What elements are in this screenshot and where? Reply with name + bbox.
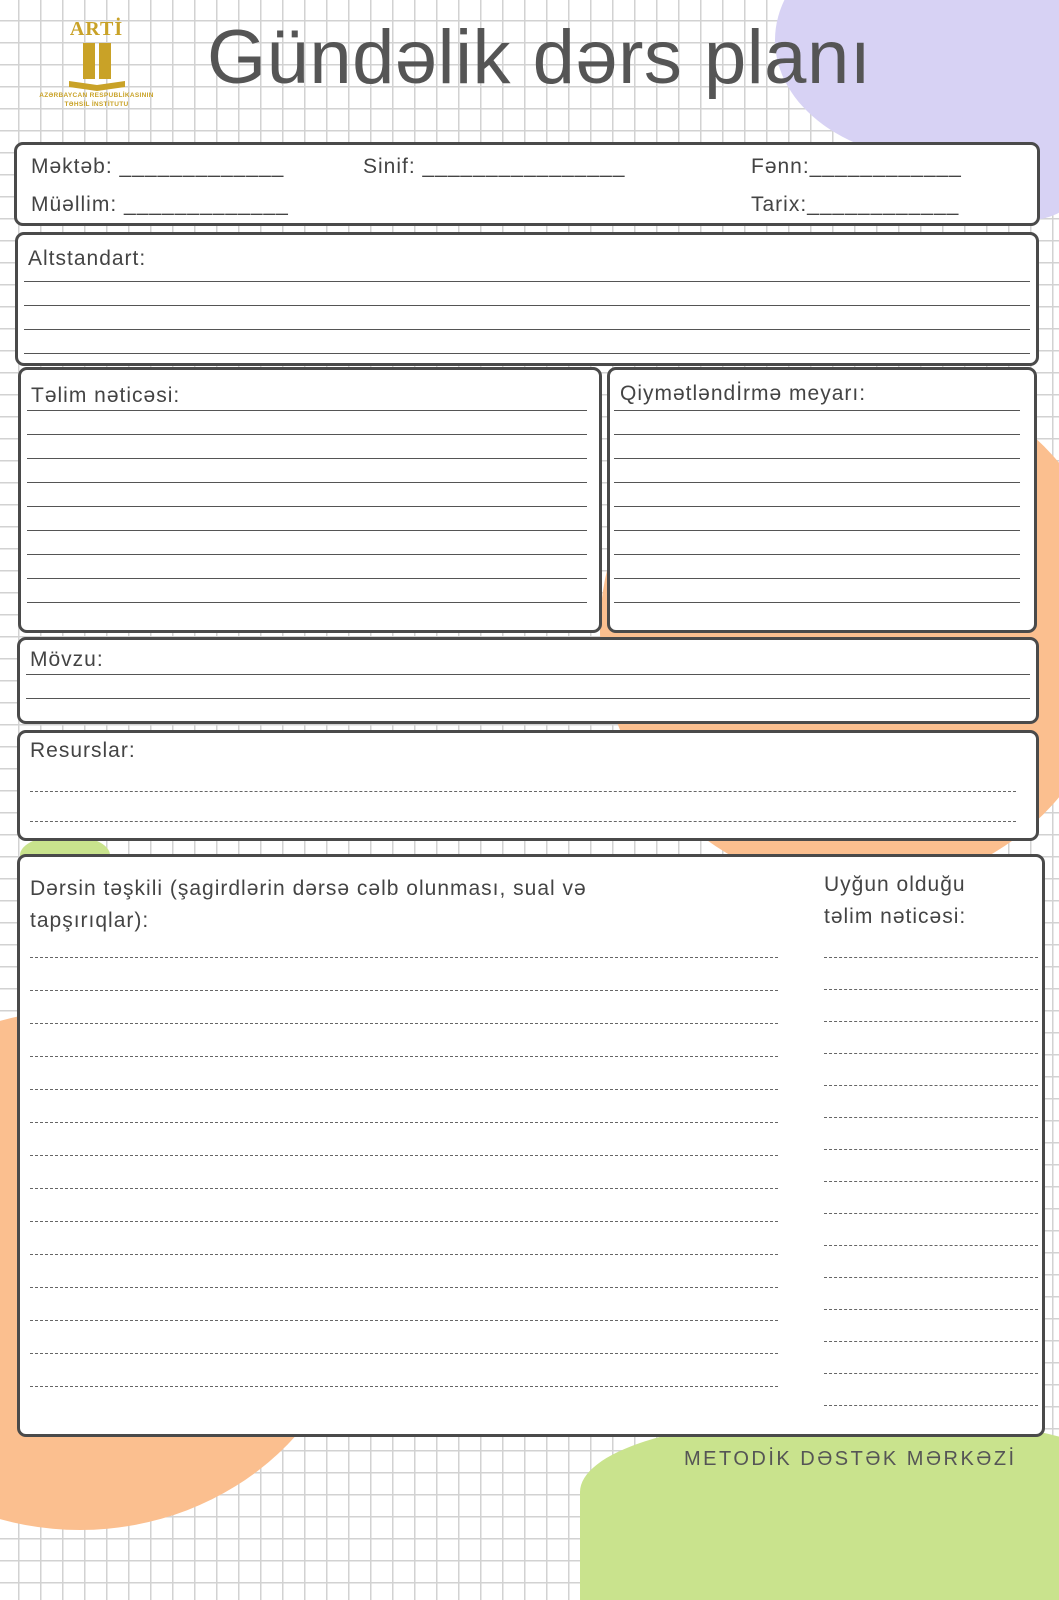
writing-line <box>27 410 587 411</box>
dashed-writing-line <box>824 1405 1038 1406</box>
dashed-writing-line <box>30 1056 778 1057</box>
arti-logo <box>34 18 159 118</box>
dashed-writing-line <box>824 1181 1038 1182</box>
writing-line <box>27 578 587 579</box>
date-field[interactable]: Tarix:____________ <box>751 193 960 216</box>
dashed-writing-line <box>824 1085 1038 1086</box>
footer-text: METODİK DƏSTƏK MƏRKƏZİ <box>684 1448 1017 1470</box>
logo-text: ARTİ <box>69 18 124 40</box>
dashed-writing-line <box>30 957 778 958</box>
dashed-writing-line <box>30 1320 778 1321</box>
substandard-box[interactable] <box>15 232 1039 366</box>
dashed-writing-line <box>30 821 1016 822</box>
writing-line <box>27 482 587 483</box>
dashed-writing-line <box>30 1023 778 1024</box>
writing-line <box>614 530 1020 531</box>
lesson-organization-box[interactable] <box>17 854 1045 1437</box>
dashed-writing-line <box>30 1122 778 1123</box>
dashed-writing-line <box>824 1309 1038 1310</box>
writing-line <box>614 458 1020 459</box>
logo-subtitle-2: TƏHSİL İNSTİTUTU <box>64 101 129 108</box>
substandard-label: Altstandart: <box>28 247 147 270</box>
assessment-criteria-box[interactable] <box>607 367 1037 633</box>
book-icon <box>67 41 127 91</box>
writing-line <box>27 506 587 507</box>
school-field[interactable]: Məktəb: _____________ <box>31 155 285 178</box>
dashed-writing-line <box>30 1254 778 1255</box>
dashed-writing-line <box>824 1021 1038 1022</box>
writing-line <box>27 434 587 435</box>
writing-line <box>27 554 587 555</box>
topic-label: Mövzu: <box>30 648 104 671</box>
assessment-criteria-label: Qiymətləndİrmə meyarı: <box>620 382 867 405</box>
dashed-writing-line <box>30 1287 778 1288</box>
header-info-box <box>14 142 1040 226</box>
learning-outcome-box[interactable] <box>18 367 602 633</box>
writing-line <box>27 530 587 531</box>
writing-line <box>614 434 1020 435</box>
writing-line <box>27 458 587 459</box>
writing-line <box>24 281 1030 282</box>
writing-line <box>27 602 587 603</box>
writing-line <box>614 554 1020 555</box>
writing-line <box>24 329 1030 330</box>
lesson-organization-label: Dərsin təşkili (şagirdlərin dərsə cəlb olunması, sual və tapşırıqlar): <box>30 877 587 932</box>
topic-box[interactable] <box>17 637 1039 724</box>
dashed-writing-line <box>824 1341 1038 1342</box>
writing-line <box>24 305 1030 306</box>
dashed-writing-line <box>824 1277 1038 1278</box>
dashed-writing-line <box>30 791 1016 792</box>
subject-field[interactable]: Fənn:____________ <box>751 155 962 178</box>
dashed-writing-line <box>30 1188 778 1189</box>
matching-outcome-label: Uyğun olduğu təlim nəticəsi: <box>824 873 967 928</box>
dashed-writing-line <box>824 957 1038 958</box>
dashed-writing-line <box>824 1213 1038 1214</box>
dashed-writing-line <box>30 1386 778 1387</box>
page-title: Gündəlik dərs planı <box>207 15 872 100</box>
dashed-writing-line <box>824 1053 1038 1054</box>
dashed-writing-line <box>30 1221 778 1222</box>
resources-box[interactable] <box>17 730 1039 841</box>
dashed-writing-line <box>30 990 778 991</box>
writing-line <box>614 506 1020 507</box>
dashed-writing-line <box>30 1155 778 1156</box>
dashed-writing-line <box>824 1117 1038 1118</box>
green-shape-bottom <box>580 1420 1059 1600</box>
grade-field[interactable]: Sinif: ________________ <box>363 155 626 178</box>
dashed-writing-line <box>30 1089 778 1090</box>
writing-line <box>614 578 1020 579</box>
writing-line <box>614 482 1020 483</box>
logo-subtitle-1: AZƏRBAYCAN RESPUBLİKASININ <box>39 92 154 99</box>
writing-line <box>26 674 1030 675</box>
resources-label: Resurslar: <box>30 739 136 762</box>
writing-line <box>24 353 1030 354</box>
dashed-writing-line <box>824 1149 1038 1150</box>
dashed-writing-line <box>30 1353 778 1354</box>
learning-outcome-label: Təlim nəticəsi: <box>31 384 181 407</box>
dashed-writing-line <box>824 1245 1038 1246</box>
writing-line <box>614 410 1020 411</box>
teacher-field[interactable]: Müəllim: _____________ <box>31 193 289 216</box>
writing-line <box>26 698 1030 699</box>
dashed-writing-line <box>824 1373 1038 1374</box>
dashed-writing-line <box>824 989 1038 990</box>
writing-line <box>614 602 1020 603</box>
